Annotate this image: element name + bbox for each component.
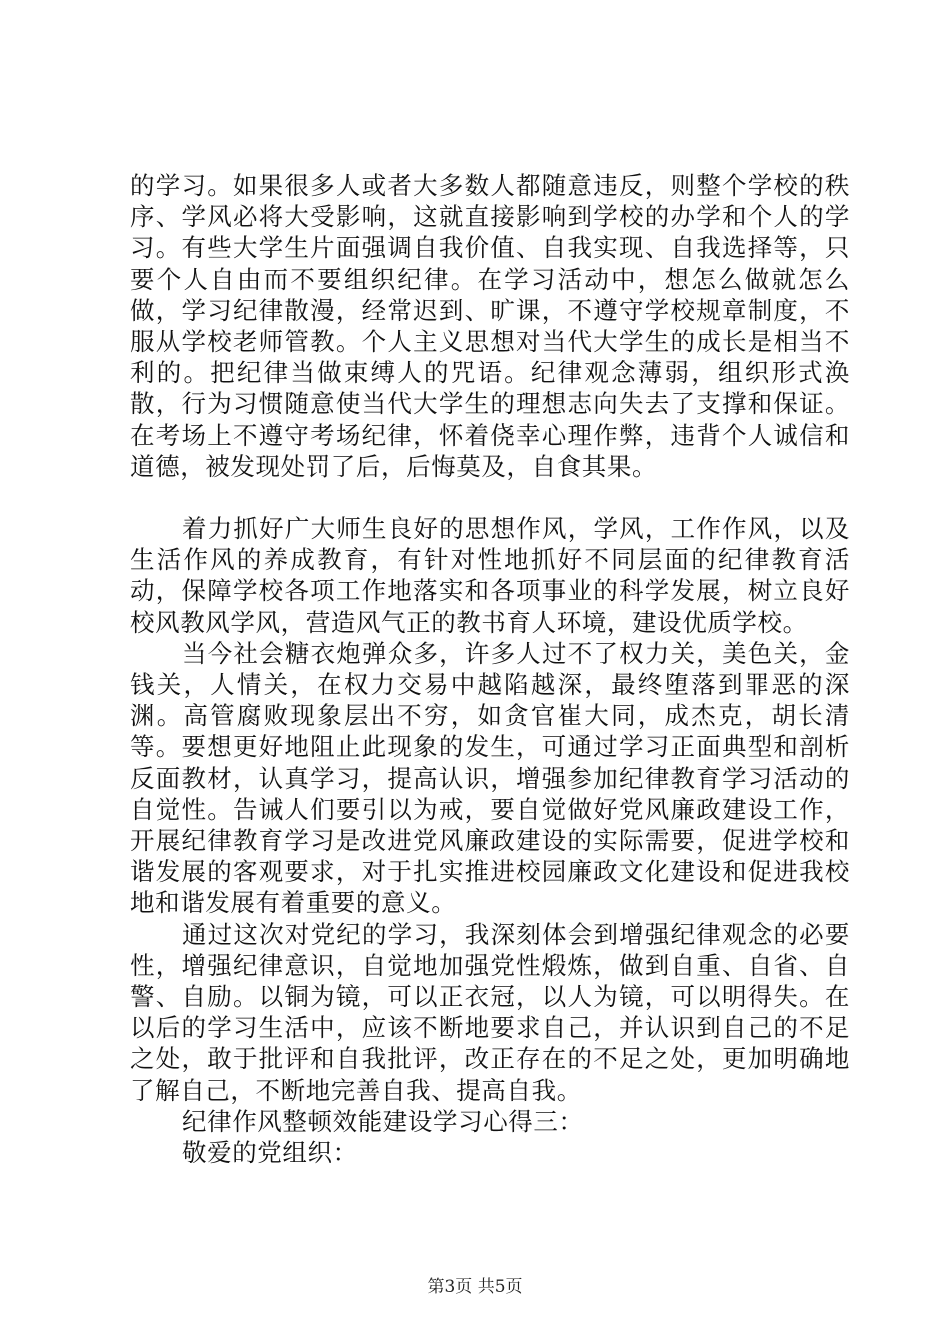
paragraph-continuation: 的学习。如果很多人或者大多数人都随意违反，则整个学校的秩序、学风必将大受影响，这就直接影响到学校的办学和个人的学习。有些大学生片面强调自我价值、自我实现、自我选择等，只要个人自由而不要组织纪律。在学习活动中，想怎么做就怎么做，学习纪律散漫，经常迟到、旷课，不遵守学校规章制度，不服从学校老师管教。个人主义思想对当代大学生的成长是相当不利的。把纪律当做束缚人的咒语。纪律观念薄弱，组织形式涣散，行为习惯随意使当代大学生的理想志向失去了支撑和保证。在考场上不遵守考场纪律，怀着侥幸心理作弊，违背个人诚信和道德，被发现处罚了后，后悔莫及，自食其果。 (130, 171, 850, 481)
paragraph-reflection: 通过这次对党纪的学习，我深刻体会到增强纪律观念的必要性，增强纪律意识，自觉地加强党性煅炼，做到自重、自省、自警、自励。以铜为镜，可以正衣冠，以人为镜，可以明得失。在以后的学习生活中，应该不断地要求自己，并认识到自己的不足之处，敢于批评和自我批评，改正存在的不足之处，更加明确地了解自己，不断地完善自我、提高自我。 (130, 919, 850, 1105)
salutation: 敬爱的党组织： (182, 1138, 358, 1168)
document-body (130, 170, 850, 1168)
paragraph-work-style: 着力抓好广大师生良好的思想作风，学风，工作作风，以及生活作风的养成教育，有针对性地抓好不同层面的纪律教育活动，保障学校各项工作地落实和各项事业的科学发展，树立良好校风教风学风，营造风气正的教书育人环境，建设优质学校。 (130, 514, 850, 637)
section-heading: 纪律作风整顿效能建设学习心得三： (182, 1106, 584, 1136)
page-number-footer: 第3页 共5页 (427, 1277, 523, 1297)
paragraph-corruption: 当今社会糖衣炮弹众多，许多人过不了权力关，美色关，金钱关，人情关，在权力交易中越陷越深，最终堕落到罪恶的深渊。高管腐败现象层出不穷，如贪官崔大同，成杰克，胡长清等。要想更好地阻止此现象的发生，可通过学习正面典型和剖析反面教材，认真学习，提高认识，增强参加纪律教育学习活动的自觉性。告诫人们要引以为戒，要自觉做好党风廉政建设工作，开展纪律教育学习是改进党风廉政建设的实际需要，促进学校和谐发展的客观要求，对于扎实推进校园廉政文化建设和促进我校地和谐发展有着重要的意义。 (130, 638, 850, 918)
